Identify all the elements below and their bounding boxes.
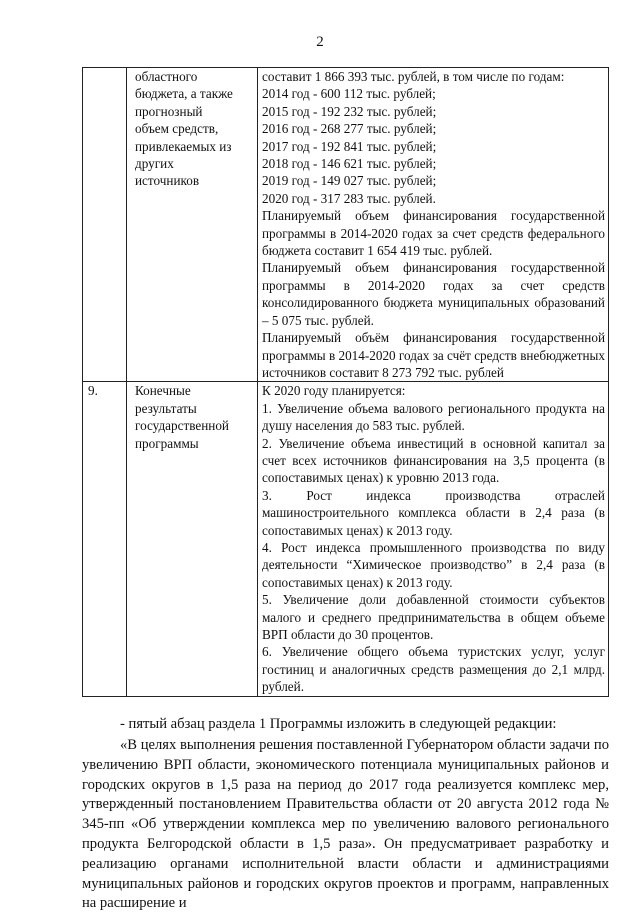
row-name-line: объем средств, [135,121,219,137]
row-name-line: бюджета, а также [135,86,233,102]
table-row [83,68,609,382]
row-number-cell: 9. [83,382,127,696]
row-name-line: государственной [135,418,229,434]
funding-year: 2018 год - 146 621 тыс. рублей; [262,156,437,172]
row-name-line: программы [135,435,199,451]
amendment-instruction: - пятый абзац раздела 1 Программы изложить в следующей редакции: [120,716,557,732]
table-row [83,382,609,696]
results-intro: К 2020 году планируется: [262,383,406,399]
result-item: 5. Увеличение доли добавленной стоимости субъектов малого и среднего предпринимательства в общем объеме ВРП области до 30 процентов. [262,592,605,642]
extrabudgetary-funding: Планируемый объём финансирования государственной программы в 2014-2020 годах за счёт средств внебюджетных источников составит 8 273 792 тыс. рублей [262,330,605,380]
funding-year: 2014 год - 600 112 тыс. рублей; [262,86,436,102]
funding-year: 2016 год - 268 277 тыс. рублей; [262,121,437,137]
row-name-cell [127,68,258,382]
row-value-cell [258,382,609,696]
funding-year: 2017 год - 192 841 тыс. рублей; [262,138,437,154]
result-item: 3. Рост индекса производства отраслей машиностроительного комплекса области в 2,4 раза (в сопоставимых ценах) к 2013 году. [262,487,605,538]
program-passport-table [82,67,609,697]
funding-year: 2019 год - 149 027 тыс. рублей; [262,173,437,189]
row-name-line: Конечные [135,383,191,399]
municipal-funding: Планируемый объем финансирования государственной программы в 2014-2020 годах за счет средств консолидированного бюджета муниципальных образований – 5 075 тыс. рублей. [262,260,605,328]
row-name-line: других [135,156,174,172]
page-number: 2 [316,34,324,50]
funding-year: 2020 год - 317 283 тыс. рублей. [262,190,436,206]
row-name-line: привлекаемых из [135,138,232,154]
federal-funding: Планируемый объем финансирования государственной программы в 2014-2020 годах за счет средств федерального бюджета составит 1 654 419 тыс. рублей. [262,208,605,259]
row-number-cell [83,68,127,382]
result-item: 6. Увеличение общего объема туристских услуг, услуг гостиниц и аналогичных средств размещения до 2,1 млрд. рублей. [262,644,605,695]
row-value-cell [258,68,609,382]
amendment-paragraph: «В целях выполнения решения поставленной Губернатором области задачи по увеличению ВРП области, экономического потенциала муниципальных районов и городских округов в 1,5 раза на период до 2017 года реализуется комплекс мер, утвержденный постановлением Правительства области от 20 августа 2012 года № 345-пп «Об утверждении комплекса мер по увеличению валового регионального продукта Белгородской области в 1,5 раза». Он предусматривает разработку и реализацию органами исполнительной власти области и администрациями муниципальных районов и городских округов проектов и программ, направленных на расширение и [82,737,609,912]
row-name-cell [127,382,258,696]
row-name-line: прогнозный [135,103,203,119]
row-name-line: источников [135,173,200,189]
row-name-line: результаты [135,400,197,416]
funding-year: 2015 год - 192 232 тыс. рублей; [262,103,437,119]
funding-total: составит 1 866 393 тыс. рублей, в том числе по годам: [262,69,565,84]
result-item: 2. Увеличение объема инвестиций в основной капитал за счет всех источников финансирования на 3,5 процента (в сопоставимых ценах) к уровню 2013 года. [262,435,605,486]
result-item: 4. Рост индекса промышленного производства по виду деятельности “Химическое производство” в 2,4 раза (в сопоставимых ценах) к 2013 году. [262,539,605,590]
result-item: 1. Увеличение объема валового регионального продукта на душу населения до 583 тыс. рублей. [262,400,605,434]
row-name-line: областного [135,69,198,84]
